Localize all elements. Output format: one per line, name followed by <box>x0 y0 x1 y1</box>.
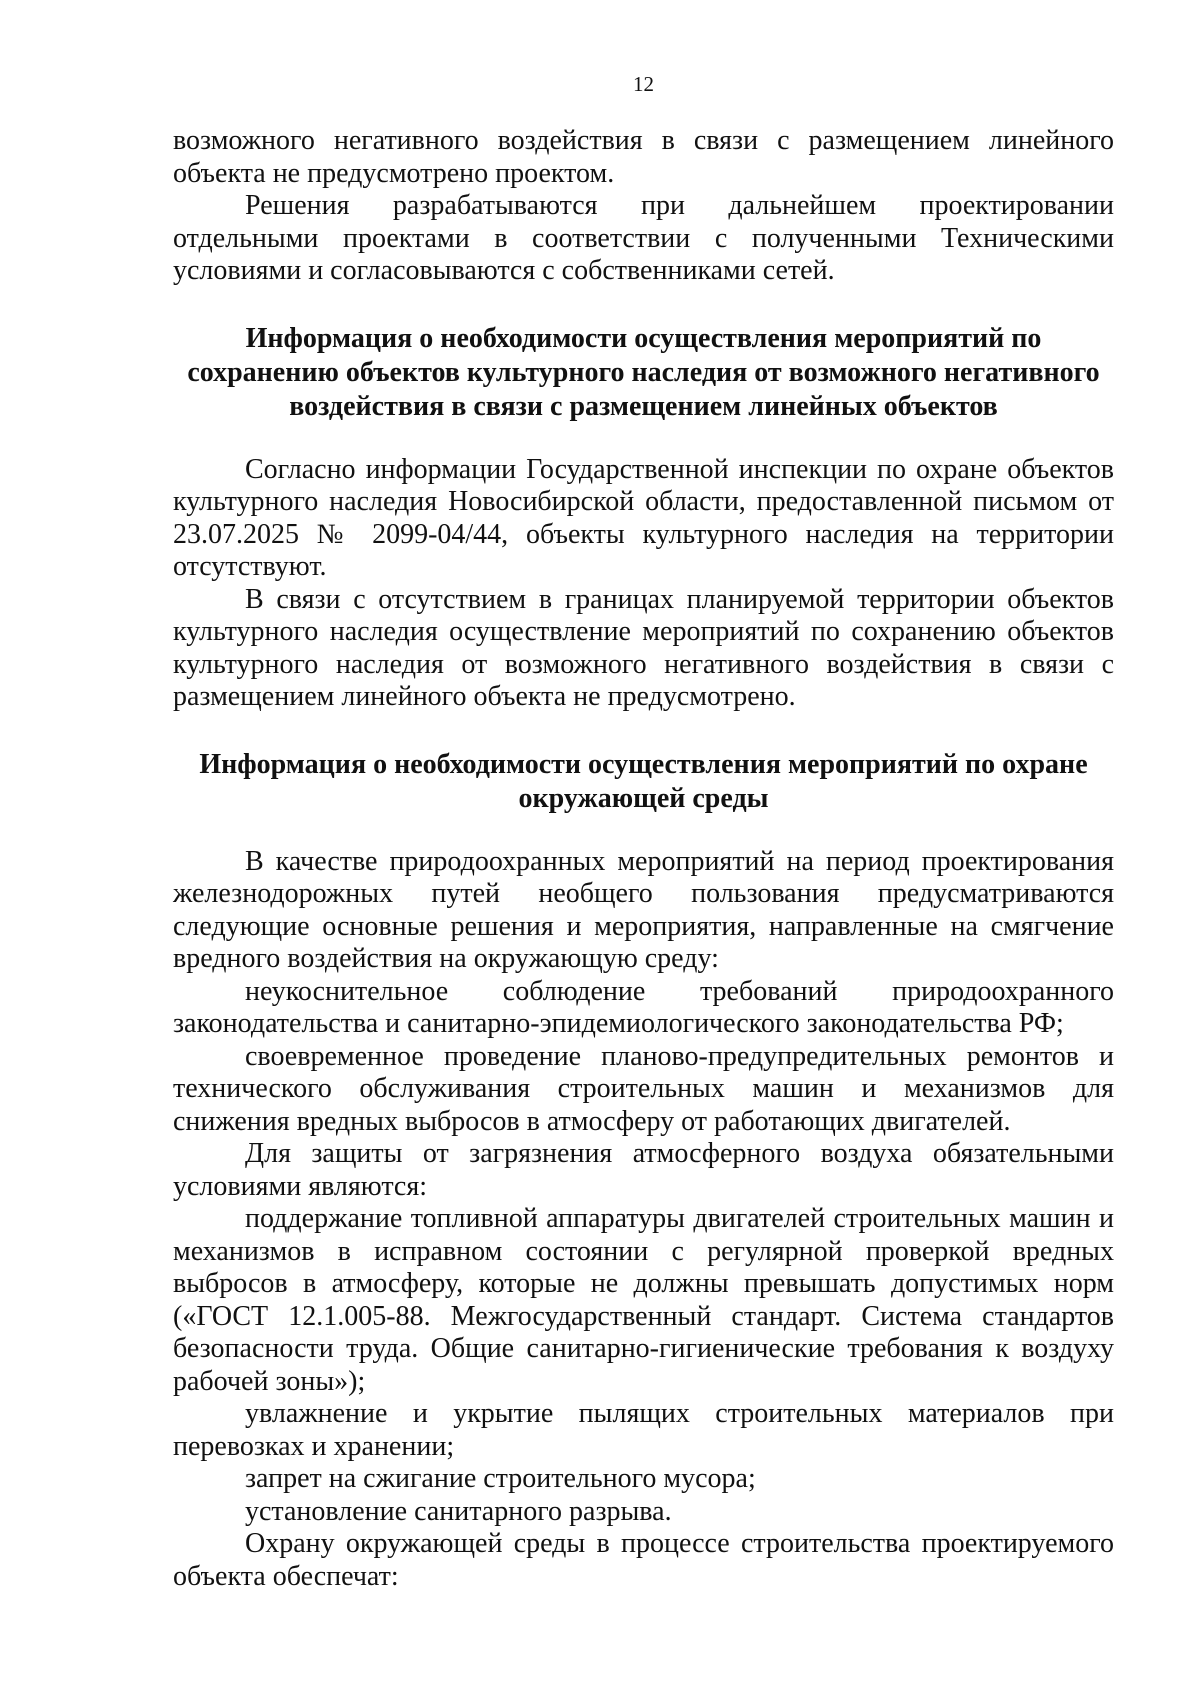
environment-paragraph-2: неукоснительное соблюдение требований природоохранного законодательства и санитарно-эпидемиологического законодательства РФ; <box>173 975 1114 1039</box>
intro-paragraph-2: Решения разрабатываются при дальнейшем проектировании отдельными проектами в соответствии с полученными Техническими условиями и согласовываются с собственниками сетей. <box>173 190 1114 286</box>
cultural-heritage-paragraph-2: В связи с отсутствием в границах планируемой территории объектов культурного наследия осуществление мероприятий по сохранению объектов культурного наследия от возможного негативного воздействия в связи с размещением линейного объекта не предусмотрено. <box>173 583 1114 712</box>
environment-paragraph-4: Для защиты от загрязнения атмосферного воздуха обязательными условиями являются: <box>173 1138 1114 1202</box>
environment-paragraph-7: запрет на сжигание строительного мусора; <box>245 1463 756 1494</box>
environment-paragraph-8: установление санитарного разрыва. <box>245 1495 672 1527</box>
environment-paragraph-5: поддержание топливной аппаратуры двигателей строительных машин и механизмов в исправном состоянии с регулярной проверкой вредных выбросов в атмосферу, которые не должны превышать допустимых норм («ГОСТ 12.1.005-88. Межгосударственный стандарт. Система стандартов безопасности труда. Общие санитарно-гигиенические требования к воздуху рабочей зоны»); <box>173 1203 1114 1397</box>
section-heading-cultural-heritage: Информация о необходимости осуществления мероприятий по сохранению объектов культурного наследия от возможного негативного воздействия в связи с размещением линейных объектов <box>187 322 1100 422</box>
environment-paragraph-9: Охрану окружающей среды в процессе строительства проектируемого объекта обеспечат: <box>173 1528 1114 1592</box>
environment-paragraph-1: В качестве природоохранных мероприятий на период проектирования железнодорожных путей необщего пользования предусматриваются следующие основные решения и мероприятия, направленные на смягчение вредного воздействия на окружающую среду: <box>173 845 1114 974</box>
page-number: 12 <box>633 72 654 96</box>
cultural-heritage-paragraph-1: Согласно информации Государственной инспекции по охране объектов культурного наследия Новосибирской области, предоставленной письмом от 23.07.2025 № 2099-04/44, объекты культурного наследия на территории отсутствуют. <box>173 453 1114 582</box>
page-content <box>173 125 1114 1593</box>
intro-paragraph-1: возможного негативного воздействия в связи с размещением линейного объекта не предусмотрено проектом. <box>173 125 1114 189</box>
section-heading-environment: Информация о необходимости осуществления мероприятий по охране окружающей среды <box>199 748 1088 814</box>
environment-paragraph-3: своевременное проведение планово-предупредительных ремонтов и технического обслуживания строительных машин и механизмов для снижения вредных выбросов в атмосферу от работающих двигателей. <box>173 1040 1114 1137</box>
environment-paragraph-6: увлажнение и укрытие пылящих строительных материалов при перевозках и хранении; <box>173 1398 1114 1462</box>
